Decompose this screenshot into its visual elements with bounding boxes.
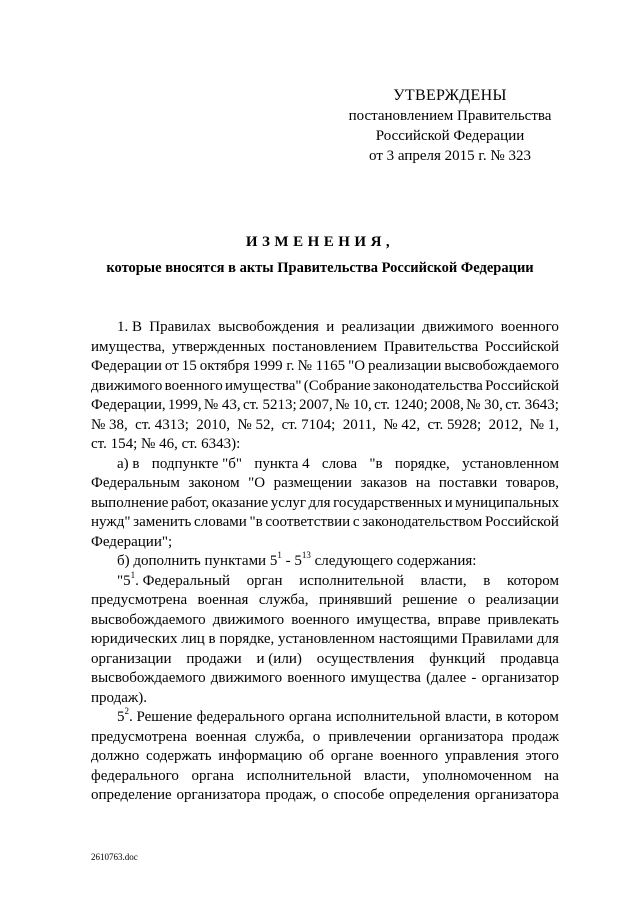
file-name-footer: 2610763.doc: [91, 852, 138, 862]
text-word: реализации: [485, 592, 559, 608]
text-word: № 1165: [297, 358, 346, 374]
text-word: для: [536, 631, 559, 647]
text-word: № 30,: [466, 397, 503, 413]
text-word: (Собрание: [303, 377, 371, 394]
text-word: Федерации,: [91, 397, 166, 413]
text-word: военного: [291, 611, 350, 628]
text-line: [91, 611, 559, 631]
text-word: законодательством: [362, 514, 483, 530]
text-word: организатора: [419, 728, 504, 745]
text-word: военного: [500, 319, 559, 335]
text-word: 15: [181, 358, 197, 374]
text-word: организатора: [176, 787, 261, 803]
text-word: лиц: [181, 631, 205, 647]
text-word: в: [208, 631, 216, 647]
superscript: 1: [277, 550, 282, 560]
text-word: движимого: [91, 377, 163, 394]
text-word: организации: [91, 650, 172, 667]
text-word: Правительства: [383, 338, 479, 355]
text-word: "в: [369, 455, 383, 472]
text-word: № 52,: [237, 416, 275, 433]
text-word: и: [444, 494, 453, 511]
text-line: [91, 669, 559, 689]
text-word: Российской: [485, 377, 559, 394]
text-word: от: [164, 358, 179, 374]
text-word: ст. 3643;: [505, 397, 559, 413]
text-word: привлечении: [328, 728, 411, 745]
text-word: военная: [197, 592, 249, 608]
text-word: в: [483, 572, 491, 589]
text-span: [117, 552, 476, 572]
text-word: Федеральным: [91, 475, 180, 491]
text-word: нужд": [91, 514, 131, 530]
text-word: государственных: [333, 494, 443, 511]
text-line: [91, 767, 559, 787]
text-word: осуществления: [316, 650, 415, 667]
text-word: органе: [330, 748, 374, 764]
text-fragment: б) дополнить пунктами 5: [117, 553, 278, 569]
text-word: служба,: [258, 592, 309, 608]
text-word: высвобождаемого: [91, 670, 206, 686]
text-word: 1. В: [117, 319, 143, 335]
text-word: настоящими: [378, 631, 458, 647]
text-line: [91, 591, 559, 611]
text-line: [91, 338, 559, 358]
text-word: Федерации: [91, 358, 162, 374]
text-word: словами: [194, 514, 247, 530]
text-word: о: [467, 592, 476, 608]
text-word: продаж,: [265, 787, 317, 803]
text-line: [91, 513, 559, 533]
text-line: [91, 747, 559, 767]
text-word: органа: [191, 767, 234, 784]
text-word: продаж: [511, 728, 559, 745]
text-word: в: [495, 709, 503, 725]
text-word: управления: [444, 748, 519, 764]
text-word: законодательства: [372, 377, 483, 394]
text-word: (далее: [426, 670, 467, 686]
document-title: ИЗМЕНЕНИЯ,: [245, 234, 395, 250]
text-span: ст. 154; № 46, ст. 6343):: [91, 436, 241, 452]
text-word: Российской: [485, 338, 559, 355]
text-word: военного: [164, 377, 223, 394]
text-word: информацию: [218, 748, 303, 764]
text-word: ст. 5213;: [242, 397, 297, 413]
text-word: орган: [246, 572, 283, 589]
text-word: законом: [188, 475, 240, 491]
text-word: высвобождаемого: [91, 611, 206, 628]
text-word: реализации: [368, 358, 442, 374]
text-word: военная: [195, 728, 247, 745]
text-fragment: - 5: [281, 553, 302, 569]
text-word: федерального: [91, 767, 179, 784]
text-line: [91, 416, 559, 436]
text-line: [91, 318, 559, 338]
text-word: имущества,: [91, 338, 166, 355]
text-word: "в: [249, 514, 263, 530]
text-word: имущества: [350, 670, 421, 686]
text-word: органа: [289, 709, 332, 725]
text-word: привлекать: [487, 611, 559, 628]
text-word: № 1,: [529, 416, 559, 433]
text-word: заменить: [133, 514, 192, 530]
text-line: [91, 708, 559, 728]
text-word: высвобождения: [218, 319, 319, 335]
text-word: власти,: [445, 709, 492, 725]
text-word: Правилах: [149, 319, 212, 335]
document-body: [91, 318, 559, 806]
text-word: 2012,: [488, 416, 523, 433]
text-line: [91, 786, 559, 806]
text-word: реализации: [341, 319, 415, 335]
text-word: власти,: [363, 767, 410, 784]
text-word: муниципальных: [455, 494, 559, 511]
text-word: служба,: [254, 728, 305, 745]
text-word: продажи: [186, 650, 242, 667]
text-word: определение: [91, 787, 172, 803]
text-word: № 10,: [335, 397, 372, 413]
text-word: а) в: [117, 455, 140, 472]
text-word: $5^2$. Решение: [117, 706, 193, 725]
text-word: содержать: [146, 748, 212, 764]
text-word: -: [471, 670, 477, 686]
text-word: "О: [348, 358, 366, 374]
text-word: должно: [91, 748, 140, 764]
text-word: заказов: [360, 475, 408, 491]
text-word: об: [308, 748, 325, 764]
text-line: [91, 357, 559, 377]
text-word: с: [352, 514, 360, 530]
text-word: котором: [507, 572, 559, 589]
approval-line-1: постановлением Правительства: [348, 108, 552, 124]
text-word: для: [308, 494, 331, 511]
text-word: ст. 1240;: [374, 397, 428, 413]
text-word: исполнительной: [246, 767, 352, 784]
text-word: определения: [389, 787, 471, 803]
text-span: продаж).: [91, 689, 147, 706]
text-word: функций: [429, 650, 486, 667]
text-word: принявший: [318, 592, 392, 608]
text-word: 2010,: [196, 416, 231, 433]
text-word: военного: [380, 748, 439, 764]
text-line: [91, 552, 559, 572]
text-word: ст. 5928;: [427, 416, 482, 433]
text-word: размещении: [273, 475, 352, 491]
text-word: слова: [321, 455, 358, 472]
text-word: № 38,: [91, 416, 128, 433]
text-word: "$5^1$. Федеральный: [117, 569, 230, 589]
text-line: [91, 396, 559, 416]
text-line: [91, 569, 559, 592]
text-line: [91, 377, 559, 397]
text-line: [91, 650, 559, 670]
text-word: порядке,: [394, 455, 450, 472]
text-word: 2008,: [430, 397, 464, 413]
text-word: 2011,: [342, 416, 376, 433]
text-word: "О: [248, 475, 266, 491]
text-word: предусмотрена: [91, 728, 188, 745]
text-word: 1999,: [167, 397, 202, 413]
text-line: [91, 435, 559, 455]
text-word: и: [326, 319, 335, 335]
text-word: высвобождаемого: [444, 358, 559, 374]
text-word: постановлением: [272, 338, 377, 355]
text-word: движимого: [212, 611, 285, 628]
text-line: [91, 689, 559, 709]
text-word: имущества,: [356, 611, 431, 628]
text-line: [91, 455, 559, 475]
text-word: № 43,: [203, 397, 241, 413]
text-word: поставки: [438, 475, 498, 491]
text-line: [91, 494, 559, 514]
text-word: движимого: [210, 670, 283, 686]
text-word: котором: [507, 709, 559, 725]
text-word: исполнительной: [335, 709, 441, 725]
text-word: ст. 7104;: [281, 416, 336, 433]
text-word: утвержденных: [171, 338, 266, 355]
text-word: федерального: [196, 709, 285, 725]
text-word: имущества": [225, 377, 302, 394]
text-word: организатор: [481, 670, 559, 686]
approval-heading: УТВЕРЖДЕНЫ: [393, 87, 507, 104]
text-word: движимого: [422, 319, 494, 335]
text-word: соответствии: [265, 514, 351, 530]
text-word: № 42,: [383, 416, 421, 433]
text-word: военного: [287, 670, 346, 686]
text-word: работ,: [170, 494, 210, 511]
text-word: решение: [402, 592, 458, 608]
text-word: предусмотрена: [91, 592, 188, 608]
text-word: Правилами: [461, 631, 534, 647]
text-word: этого: [525, 748, 559, 764]
text-word: ст. 4313;: [135, 416, 189, 433]
text-word: власти,: [420, 572, 467, 589]
text-word: пункта 4: [254, 455, 310, 472]
text-word: и (или): [256, 650, 302, 667]
text-fragment: следующего содержания:: [310, 553, 477, 569]
text-word: о: [321, 787, 329, 803]
text-word: порядке,: [219, 631, 275, 647]
text-word: исполнительной: [299, 572, 404, 589]
text-word: Российской: [484, 514, 559, 530]
text-word: товаров,: [505, 475, 559, 491]
text-span: Федерации";: [91, 533, 173, 550]
text-word: установленном: [278, 631, 375, 647]
text-line: [91, 630, 559, 650]
text-word: на: [544, 767, 559, 784]
text-word: октября: [199, 358, 250, 374]
text-word: уполномоченном: [422, 767, 532, 784]
approval-block: [340, 86, 560, 166]
text-line: [91, 533, 559, 553]
approval-line-2: Российской Федерации: [375, 128, 525, 144]
text-word: на: [415, 475, 431, 491]
approval-line-3: от 3 апреля 2015 г. № 323: [369, 148, 531, 164]
text-word: о: [312, 728, 321, 745]
text-word: 1999 г.: [252, 358, 295, 374]
document-subtitle: которые вносятся в акты Правительства Российской Федерации: [106, 260, 534, 276]
text-word: оказание: [211, 494, 269, 511]
text-word: юридических: [91, 631, 178, 647]
text-line: [91, 474, 559, 494]
text-word: вправе: [437, 611, 481, 628]
text-line: [91, 728, 559, 748]
text-word: 2007,: [298, 397, 333, 413]
text-word: установленном: [462, 455, 559, 472]
superscript: 13: [301, 550, 311, 560]
text-word: выполнение: [91, 494, 169, 511]
text-word: услуг: [270, 494, 307, 511]
text-word: способе: [333, 787, 385, 803]
text-word: продавца: [500, 650, 559, 667]
text-word: подпункте "б": [151, 455, 243, 472]
text-word: организатора: [474, 787, 559, 803]
